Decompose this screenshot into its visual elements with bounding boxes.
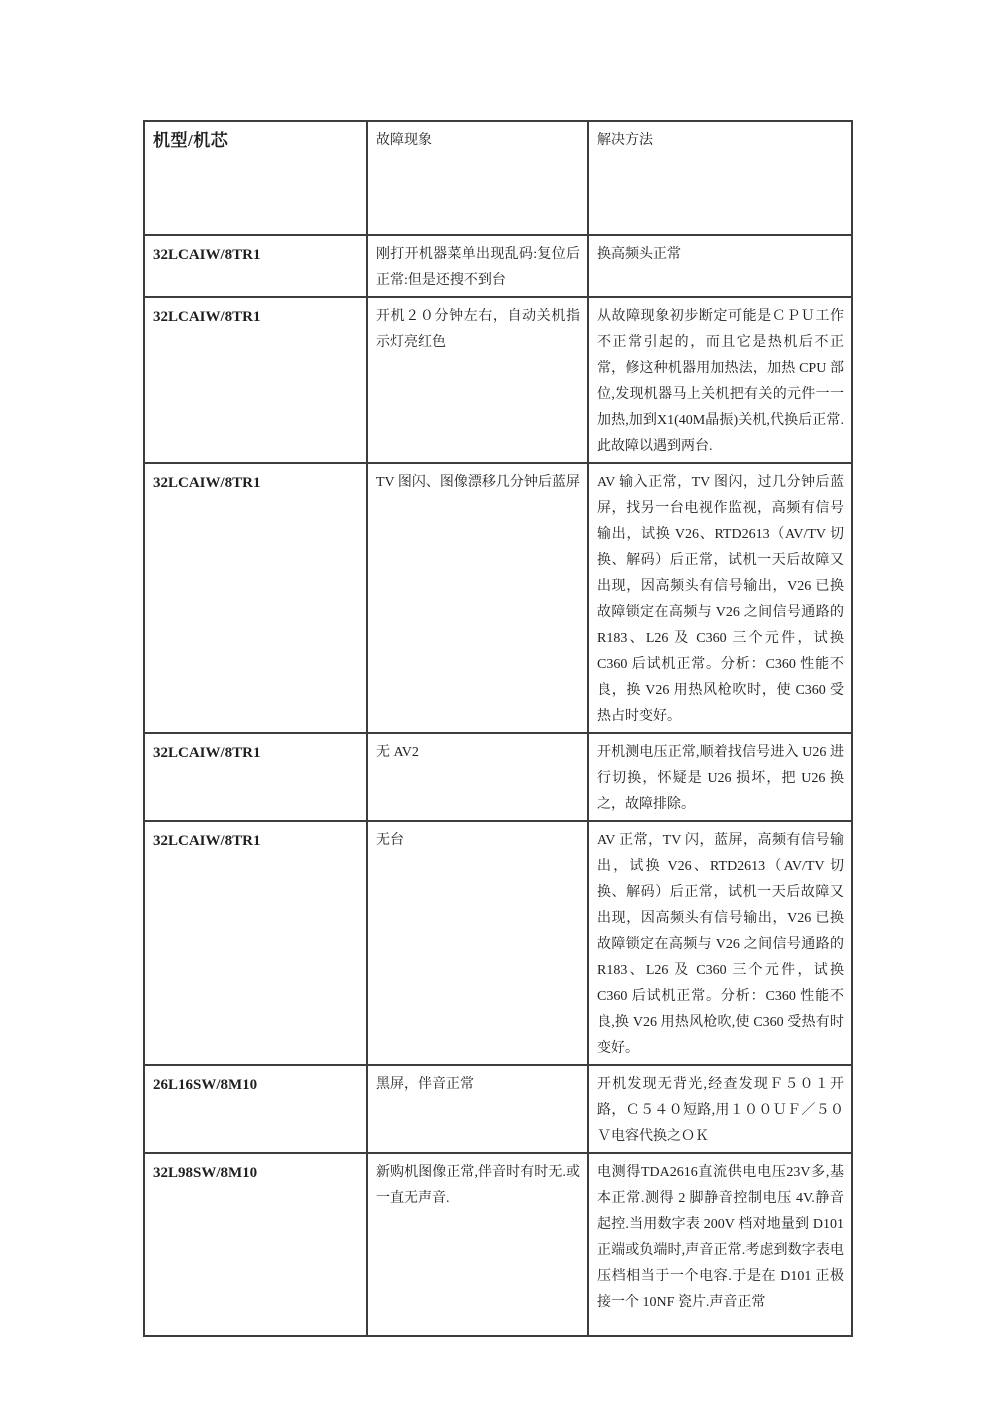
symptom-cell: 黑屏，伴音正常: [367, 1065, 588, 1153]
table-row: [144, 1153, 852, 1336]
table-row: [144, 733, 852, 821]
symptom-cell: 新购机图像正常,伴音时有时无.或一直无声音.: [367, 1153, 588, 1336]
solution-cell: 换高频头正常: [588, 235, 852, 297]
solution-cell: 电测得TDA2616直流供电电压23V多,基本正常.测得 2 脚静音控制电压 4V.静音起控.当用数字表 200V 档对地量到 D101 正端或负端时,声音正常.考虑到数字表电压档相当于一个电容.于是在 D101 正极接一个 10NF 瓷片.声音正常: [588, 1153, 852, 1336]
solution-cell: 从故障现象初步断定可能是ＣＰＵ工作不正常引起的，而且它是热机后不正常，修这种机器用加热法，加热 CPU 部位,发现机器马上关机把有关的元件一一加热,加到X1(40M晶振)关机,代换后正常.此故障以遇到两台.: [588, 297, 852, 463]
symptom-cell: 无 AV2: [367, 733, 588, 821]
model-cell: 32LCAIW/8TR1: [144, 733, 367, 821]
table-row: [144, 297, 852, 463]
column-header-solution: 解决方法: [588, 121, 852, 235]
symptom-cell: 开机２０分钟左右，自动关机指示灯亮红色: [367, 297, 588, 463]
symptom-cell: TV 图闪、图像漂移几分钟后蓝屏: [367, 463, 588, 733]
model-cell: 26L16SW/8M10: [144, 1065, 367, 1153]
table-row: [144, 235, 852, 297]
model-cell: 32LCAIW/8TR1: [144, 463, 367, 733]
column-header-model: 机型/机芯: [144, 121, 367, 235]
symptom-cell: 无台: [367, 821, 588, 1065]
model-cell: 32L98SW/8M10: [144, 1153, 367, 1336]
column-header-symptom: 故障现象: [367, 121, 588, 235]
tv-fault-repair-table: [143, 120, 853, 1337]
solution-cell: 开机发现无背光,经查发现Ｆ５０１开路，Ｃ５４０短路,用１００ＵＦ／５０Ｖ电容代换之ＯＫ: [588, 1065, 852, 1153]
model-cell: 32LCAIW/8TR1: [144, 821, 367, 1065]
table-header-row: [144, 121, 852, 235]
table-row: [144, 463, 852, 733]
symptom-cell: 刚打开机器菜单出现乱码:复位后正常:但是还搜不到台: [367, 235, 588, 297]
table-row: [144, 821, 852, 1065]
model-cell: 32LCAIW/8TR1: [144, 235, 367, 297]
model-cell: 32LCAIW/8TR1: [144, 297, 367, 463]
solution-cell: 开机测电压正常,顺着找信号进入 U26 进行切换，怀疑是 U26 损坏，把 U26 换之，故障排除。: [588, 733, 852, 821]
solution-cell: AV 输入正常，TV 图闪，过几分钟后蓝屏，找另一台电视作监视，高频有信号输出，试换 V26、RTD2613（AV/TV 切换、解码）后正常，试机一天后故障又出现，因高频头有信号输出，V26 已换故障锁定在高频与 V26 之间信号通路的 R183、L26 及 C360 三个元件，试换 C360 后试机正常。分析：C360 性能不良，换 V26 用热风枪吹时，使 C360 受热占时变好。: [588, 463, 852, 733]
solution-cell: AV 正常，TV 闪，蓝屏，高频有信号输出，试换 V26、RTD2613（AV/TV 切换、解码）后正常，试机一天后故障又出现，因高频头有信号输出，V26 已换故障锁定在高频与 V26 之间信号通路的 R183、L26 及 C360 三个元件，试换 C360 后试机正常。分析：C360 性能不良,换 V26 用热风枪吹,使 C360 受热有时变好。: [588, 821, 852, 1065]
table-row: [144, 1065, 852, 1153]
